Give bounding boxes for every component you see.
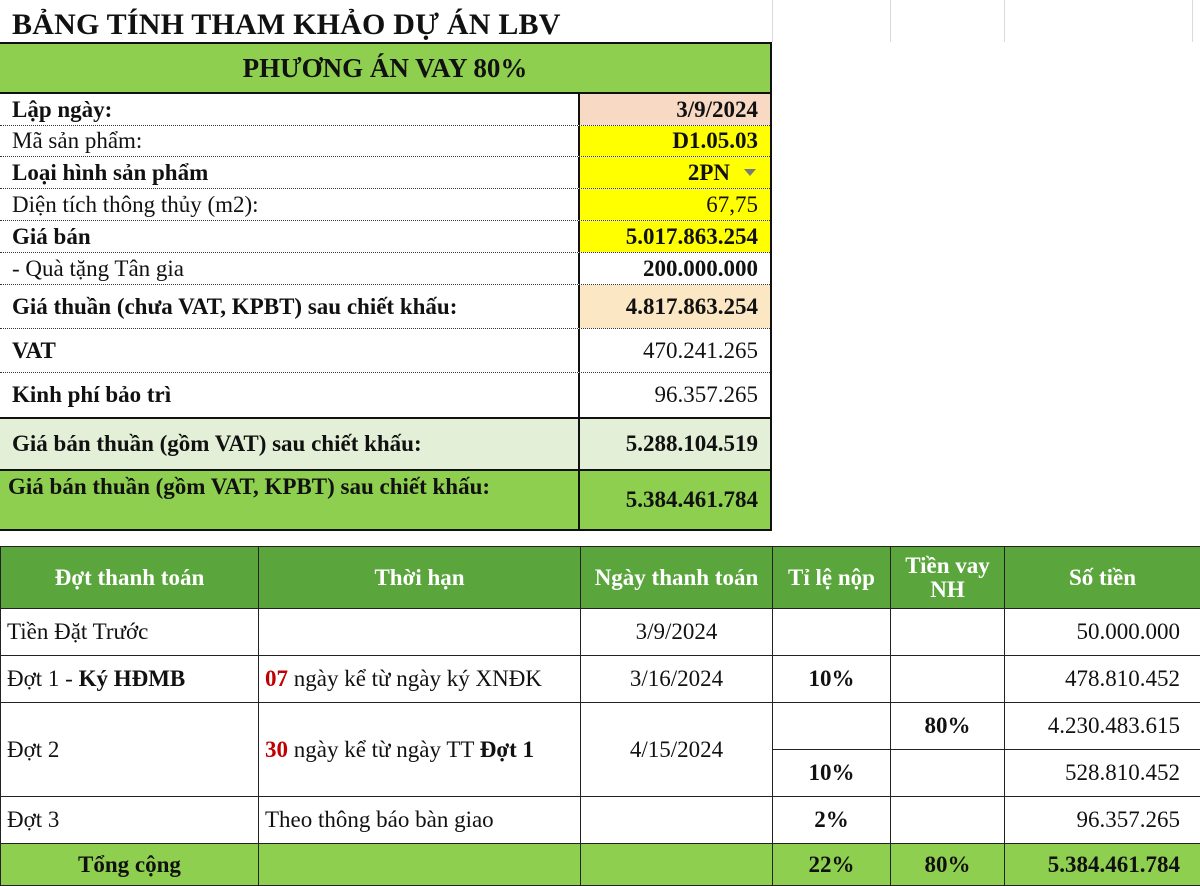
gift-cell[interactable]: 200.000.000 <box>643 255 758 281</box>
phase2-loan-amount[interactable]: 4.230.483.615 <box>1005 703 1200 750</box>
total-loan[interactable]: 80% <box>891 844 1005 886</box>
header-date: Ngày thanh toán <box>581 547 773 609</box>
header-term: Thời hạn <box>259 547 581 609</box>
total-rate[interactable]: 22% <box>773 844 891 886</box>
total-amount[interactable]: 5.384.461.784 <box>1005 844 1200 886</box>
area-cell[interactable]: 67,75 <box>580 189 770 220</box>
table-row[interactable] <box>1 703 1200 750</box>
phase3-amount[interactable]: 96.357.265 <box>1005 797 1200 844</box>
phase3-term[interactable]: Theo thông báo bàn giao <box>259 797 581 844</box>
row-date[interactable] <box>0 94 770 126</box>
date-label: Lập ngày: <box>0 94 580 125</box>
price-cell[interactable]: 5.017.863.254 <box>580 221 770 252</box>
phase2-loan-bottom[interactable] <box>891 750 1005 797</box>
row-net-vat[interactable] <box>0 417 770 471</box>
row-code[interactable] <box>0 126 770 157</box>
code-label: Mã sản phẩm: <box>0 126 580 156</box>
row-gift[interactable] <box>0 253 770 285</box>
deposit-term[interactable] <box>259 609 581 656</box>
phase3-loan[interactable] <box>891 797 1005 844</box>
net-label: Giá thuần (chưa VAT, KPBT) sau chiết khấu: <box>0 285 580 328</box>
phase3-phase[interactable]: Đợt 3 <box>1 797 259 844</box>
plan-header: PHƯƠNG ÁN VAY 80% <box>0 44 770 94</box>
phase1-bold: Ký HĐMB <box>78 666 186 691</box>
row-vat[interactable] <box>0 329 770 373</box>
phase3-date[interactable] <box>581 797 773 844</box>
total-term[interactable] <box>259 844 581 886</box>
type-label: Loại hình sản phẩm <box>0 157 580 188</box>
total-row[interactable] <box>1 844 1200 886</box>
net-cell[interactable]: 4.817.863.254 <box>580 285 770 328</box>
net-all-cell[interactable]: 5.384.461.784 <box>625 487 758 512</box>
phase1-rate[interactable]: 10% <box>773 656 891 703</box>
row-type[interactable] <box>0 157 770 189</box>
maintenance-label: Kinh phí bảo trì <box>0 373 580 417</box>
summary-block <box>0 42 772 531</box>
phase2-rate[interactable]: 10% <box>773 750 891 797</box>
phase1-amount[interactable]: 478.810.452 <box>1005 656 1200 703</box>
row-net[interactable] <box>0 285 770 329</box>
header-amount: Số tiền <box>1005 547 1200 609</box>
deposit-amount[interactable]: 50.000.000 <box>1005 609 1200 656</box>
phase3-rate[interactable]: 2% <box>773 797 891 844</box>
table-row[interactable] <box>1 656 1200 703</box>
phase1-term[interactable] <box>259 656 581 703</box>
phase1-date[interactable]: 3/16/2024 <box>581 656 773 703</box>
phase1-loan[interactable] <box>891 656 1005 703</box>
phase2-rate-amount[interactable]: 528.810.452 <box>1005 750 1200 797</box>
area-label: Diện tích thông thủy (m2): <box>0 189 580 220</box>
deposit-date[interactable]: 3/9/2024 <box>581 609 773 656</box>
table-row[interactable] <box>1 609 1200 656</box>
gift-label: - Quà tặng Tân gia <box>0 253 580 284</box>
phase2-loan[interactable]: 80% <box>891 703 1005 750</box>
header-phase: Đợt thanh toán <box>1 547 259 609</box>
row-area[interactable] <box>0 189 770 221</box>
phase2-term[interactable] <box>259 703 581 797</box>
type-value: 2PN <box>687 159 730 185</box>
phase2-term-bold: Đợt 1 <box>479 736 535 762</box>
price-label: Giá bán <box>0 221 580 252</box>
phase2-term-days: 30 <box>265 736 288 762</box>
phase2-term-text: ngày kể từ ngày TT <box>288 736 480 762</box>
deposit-loan[interactable] <box>891 609 1005 656</box>
maintenance-cell[interactable]: 96.357.265 <box>654 382 758 407</box>
phase2-date[interactable]: 4/15/2024 <box>581 703 773 797</box>
code-cell[interactable]: D1.05.03 <box>580 126 770 156</box>
payment-table <box>0 546 1200 886</box>
row-price[interactable] <box>0 221 770 253</box>
sheet-title: BẢNG TÍNH THAM KHẢO DỰ ÁN LBV <box>12 8 561 41</box>
vat-label: VAT <box>0 329 580 372</box>
phase1-term-days: 07 <box>265 666 288 691</box>
header-loan: Tiền vay NH <box>891 547 1005 609</box>
total-date[interactable] <box>581 844 773 886</box>
net-all-label: Giá bán thuần (gồm VAT, KPBT) sau chiết khấu: <box>0 471 580 529</box>
vat-cell[interactable]: 470.241.265 <box>643 337 758 363</box>
total-label[interactable]: Tổng cộng <box>1 844 259 886</box>
phase1-phase[interactable] <box>1 656 259 703</box>
deposit-phase[interactable]: Tiền Đặt Trước <box>1 609 259 656</box>
phase2-rate-top[interactable] <box>773 703 891 750</box>
row-maintenance[interactable] <box>0 373 770 417</box>
phase1-prefix: Đợt 1 - <box>7 666 79 691</box>
header-rate: Tỉ lệ nộp <box>773 547 891 609</box>
net-vat-cell[interactable]: 5.288.104.519 <box>625 431 758 456</box>
table-row[interactable] <box>1 797 1200 844</box>
date-cell[interactable]: 3/9/2024 <box>580 94 770 125</box>
net-vat-label: Giá bán thuần (gồm VAT) sau chiết khấu: <box>0 419 580 469</box>
deposit-rate[interactable] <box>773 609 891 656</box>
row-net-all[interactable] <box>0 471 770 531</box>
phase2-phase[interactable]: Đợt 2 <box>1 703 259 797</box>
type-dropdown[interactable] <box>580 157 770 188</box>
dropdown-arrow-icon[interactable] <box>744 169 756 176</box>
phase1-term-text: ngày kể từ ngày ký XNĐK <box>288 666 542 691</box>
payment-header-row <box>1 547 1200 609</box>
